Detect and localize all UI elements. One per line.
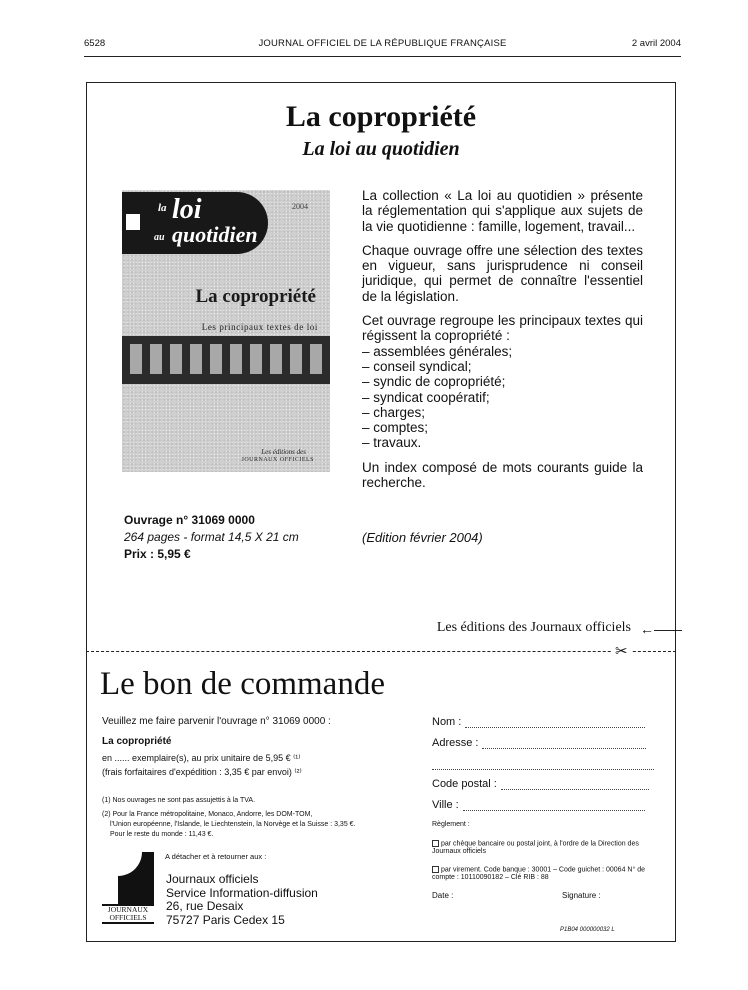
footnote-1: (1) Nos ouvrages ne sont pas assujettis à la TVA. [102,797,256,804]
description-paragraph: Un index composé de mots courants guide la recherche. [362,459,643,491]
page-header [84,38,681,52]
order-request: Veuillez me faire parvenir l'ouvrage n° 31069 0000 : [102,716,331,727]
payment-option-label: par chèque bancaire ou postal joint, à l'ordre de la Direction des Journaux officiels [432,840,639,856]
series-badge [122,192,268,254]
topic-list [362,344,643,451]
city-field[interactable] [432,799,645,811]
journaux-officiels-logo [102,852,154,924]
payment-option-virement[interactable] [432,866,652,882]
city-label: Ville : [432,799,459,811]
ad-subtitle: La loi au quotidien [302,138,460,160]
jo-logo-icon [126,214,140,230]
list-item: – syndicat coopératif; [362,389,490,405]
checkbox-icon[interactable] [432,866,439,873]
detach-label: A détacher et à retourner aux : [165,852,267,861]
ad-title: La copropriété [285,100,477,133]
footnote-2-line: l'Union européenne, l'Islande, le Liechtenstein, la Norvège et la Suisse : 3,35 €. [110,821,356,828]
cover-publisher-line2: JOURNAUX OFFICIELS [241,457,314,463]
footnote-2-line: Pour le reste du monde : 11,43 €. [110,831,214,838]
payment-label: Règlement : [432,821,470,828]
series-label-big-2: quotidien [172,222,258,247]
product-reference: Ouvrage n° 31069 0000 [124,513,255,527]
cover-year: 2004 [292,202,308,211]
cut-line [86,651,676,652]
signature-label[interactable]: Signature : [562,891,601,900]
order-quantity-line[interactable]: en ...... exemplaire(s), au prix unitaire de 5,95 € ⁽¹⁾ [102,753,301,763]
list-item: – comptes; [362,420,429,436]
postal-code-label: Code postal : [432,778,497,790]
address-field-2[interactable] [432,758,654,770]
building-facade-image [122,336,330,384]
book-description [362,188,643,499]
address-line: 26, rue Desaix [166,899,244,913]
order-shipping-line: (frais forfaitaires d'expédition : 3,35 € par envoi) ⁽²⁾ [102,767,302,777]
series-label-small-2: au [154,232,165,243]
series-label-big-1: loi [172,194,202,225]
address-field[interactable] [432,737,646,749]
address-line: 75727 Paris Cedex 15 [166,912,285,927]
logo-line: OFFICIELS [109,913,147,922]
description-paragraph: Cet ouvrage regroupe les principaux textes qui régissent la copropriété : [362,313,643,344]
logo-text [102,906,154,922]
address-line: Service Information-diffusion [166,885,318,900]
book-cover-image [122,190,330,472]
arrow-left-icon: ←—— [640,621,682,637]
description-paragraph: Chaque ouvrage offre une sélection des textes en vigueur, sans jurisprudence ni conseil juridique, qui permet de connaître l'essentiel de la législation. [362,242,643,304]
cover-title: La copropriété [195,286,316,307]
order-book-title: La copropriété [102,736,172,747]
postal-code-field[interactable] [432,778,649,790]
page-number: 6528 [84,38,106,49]
issue-date: 2 avril 2004 [631,38,681,49]
journal-title: JOURNAL OFFICIEL DE LA RÉPUBLIQUE FRANÇAISE [258,38,507,49]
list-item: – travaux. [362,435,422,451]
list-item: – conseil syndical; [362,358,472,374]
return-address [166,873,318,927]
address-label: Adresse : [432,737,479,749]
footnote-2 [102,810,402,840]
header-rule [84,56,681,57]
publisher-label: Les éditions des Journaux officiels [436,620,631,635]
product-pages-format: 264 pages - format 14,5 X 21 cm [124,530,299,544]
name-label: Nom : [432,716,462,728]
payment-option-label: par virement. Code banque : 30001 – Code guichet : 00064 N° de compte : 10110090182 – Clé RIB : 88 [432,866,645,882]
logo-line: JOURNAUX [107,905,149,914]
series-label-small-1: la [158,202,167,214]
edition-date: (Edition février 2004) [362,530,483,545]
cover-subtitle: Les principaux textes de loi [201,322,318,332]
order-form-title: Le bon de commande [100,666,385,702]
list-item: – syndic de copropriété; [362,374,506,390]
list-item: – assemblées générales; [362,343,513,359]
address-line: Journaux officiels [166,872,259,886]
product-price: Prix : 5,95 € [124,547,191,561]
checkbox-icon[interactable] [432,840,439,847]
description-paragraph: La collection « La loi au quotidien » présente la réglementation qui s'applique aux sujets de la vie quotidienne : famille, logement, travail... [362,188,643,234]
date-label[interactable]: Date : [432,891,454,900]
payment-option-cheque[interactable] [432,840,652,856]
scissors-icon: ✂ [612,642,631,660]
form-code: P1B04 000000032 L [560,927,615,933]
list-item: – charges; [362,404,426,420]
name-field[interactable] [432,716,645,728]
footnote-2-line: (2) Pour la France métropolitaine, Monaco, Andorre, les DOM-TOM, [102,811,313,818]
cover-publisher-line1: Les éditions des [261,448,306,456]
